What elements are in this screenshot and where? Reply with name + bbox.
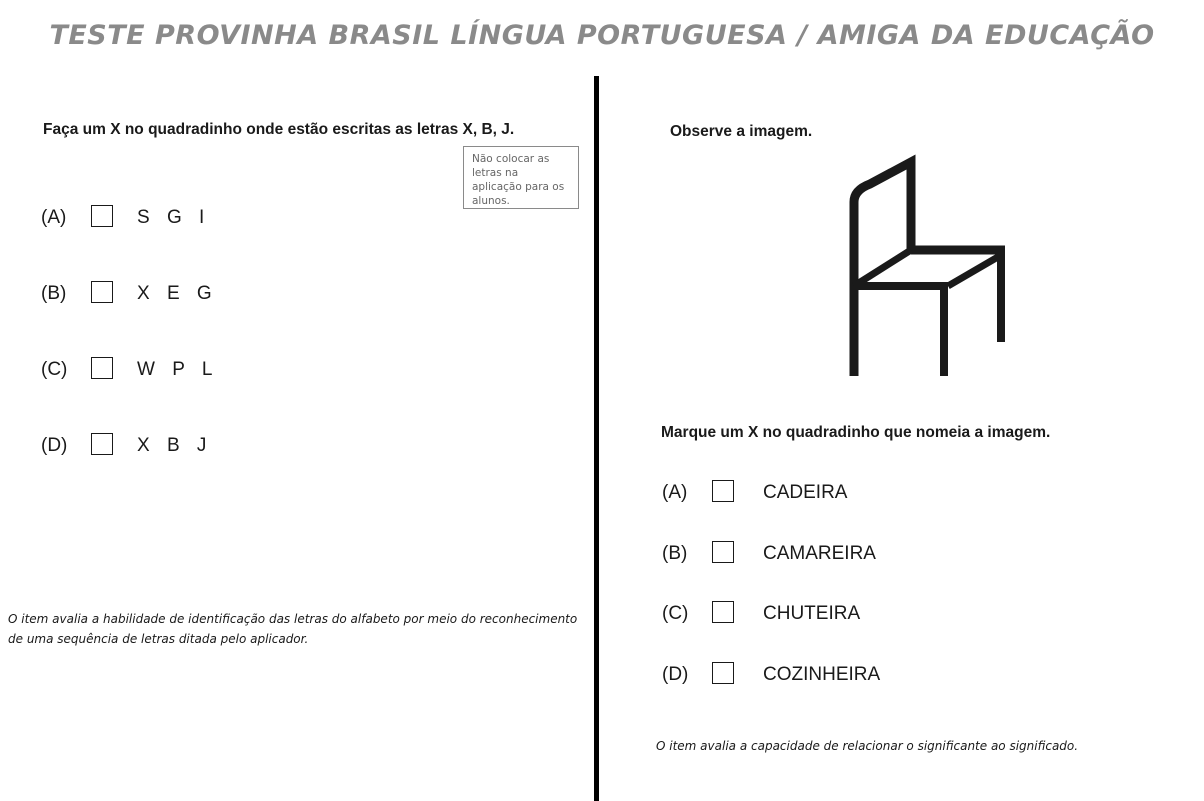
answer-checkbox[interactable] — [712, 480, 734, 502]
option-text: W P L — [137, 359, 219, 380]
option-text: COZINHEIRA — [763, 664, 881, 685]
option-letter: (A) — [41, 207, 67, 228]
option-letter: (C) — [662, 603, 689, 624]
option-text: CAMAREIRA — [763, 543, 876, 564]
answer-checkbox[interactable] — [91, 357, 113, 379]
answer-checkbox[interactable] — [91, 281, 113, 303]
option-text: CADEIRA — [763, 482, 848, 503]
answer-checkbox[interactable] — [712, 662, 734, 684]
chair-icon — [840, 150, 1015, 380]
option-letter: (A) — [662, 482, 688, 503]
right-question: Marque um X no quadradinho que nomeia a imagem. — [661, 424, 1051, 441]
left-footnote: O item avalia a habilidade de identificação das letras do alfabeto por meio do reconhecimento de uma sequência de letras ditada pelo aplicador. — [8, 612, 578, 646]
teacher-note: Não colocar as letras na aplicação para os alunos. — [463, 146, 579, 209]
option-letter: (B) — [41, 283, 67, 304]
option-letter: (C) — [41, 359, 68, 380]
right-footnote: O item avalia a capacidade de relacionar o significante ao significado. — [656, 739, 1079, 753]
answer-checkbox[interactable] — [712, 601, 734, 623]
option-text: CHUTEIRA — [763, 603, 861, 624]
column-divider — [594, 76, 599, 801]
option-letter: (D) — [662, 664, 689, 685]
option-letter: (D) — [41, 435, 68, 456]
option-text: X E G — [137, 283, 218, 304]
observe-instruction: Observe a imagem. — [670, 123, 813, 140]
answer-checkbox[interactable] — [91, 433, 113, 455]
option-text: X B J — [137, 435, 213, 456]
option-letter: (B) — [662, 543, 688, 564]
answer-checkbox[interactable] — [712, 541, 734, 563]
page-title: TESTE PROVINHA BRASIL LÍNGUA PORTUGUESA / AMIGA DA EDUCAÇÃO — [49, 20, 1155, 51]
option-text: S G I — [137, 207, 211, 228]
left-question: Faça um X no quadradinho onde estão escritas as letras X, B, J. — [43, 121, 515, 138]
answer-checkbox[interactable] — [91, 205, 113, 227]
